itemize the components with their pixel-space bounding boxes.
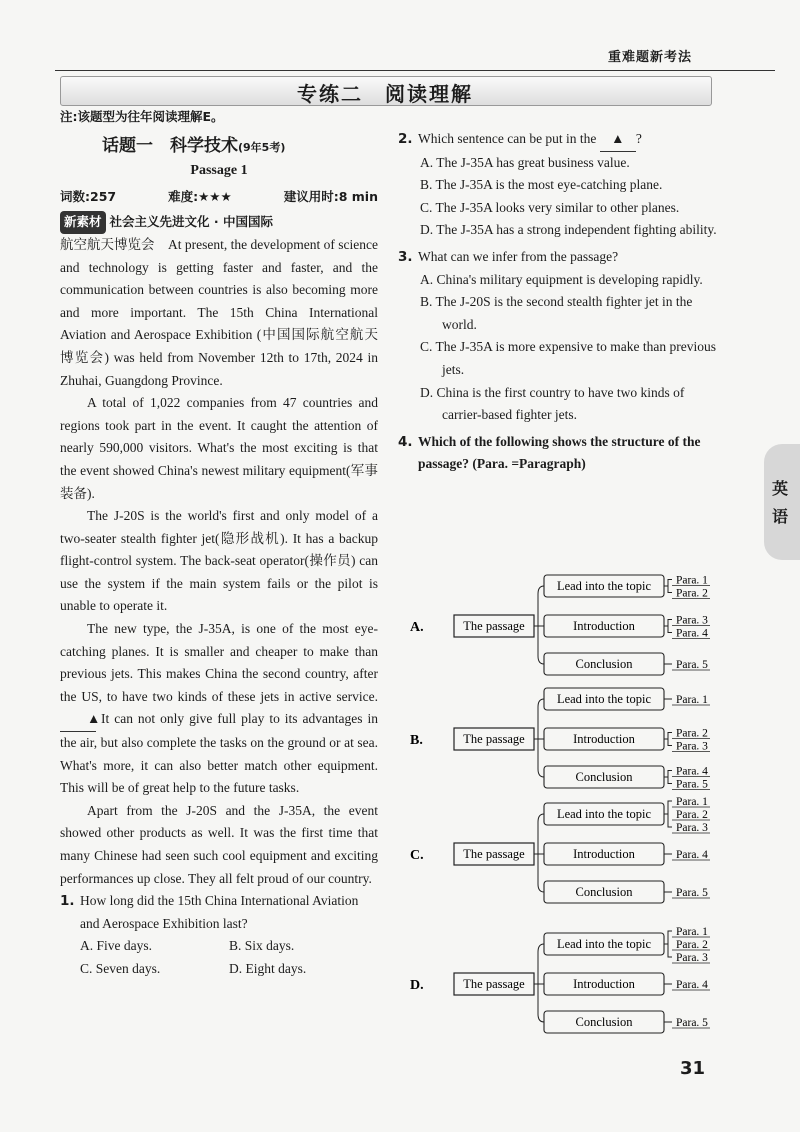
para-label: Para. 2 <box>676 587 708 600</box>
structure-diagram-svg <box>410 928 740 1058</box>
para-label: Para. 5 <box>676 887 708 899</box>
para-bracket <box>664 931 672 957</box>
question-stem: Which sentence can be put in the <box>418 131 597 146</box>
option: D. The J-35A has a strong independent fighting ability. <box>420 222 717 238</box>
section-label: Lead into the topic <box>556 692 652 706</box>
para-label: Para. 1 <box>676 574 708 587</box>
option: A. Five days. <box>80 938 152 954</box>
option-letter: A. <box>410 620 424 635</box>
subject-label: 英语 <box>772 479 789 526</box>
section-label: Lead into the topic <box>556 579 652 593</box>
section-label: Conclusion <box>575 770 633 784</box>
option: B. The J-35A is the most eye-catching plane. <box>420 177 663 193</box>
note: 注:该题型为往年阅读理解E。 <box>60 109 224 124</box>
section-label: Introduction <box>573 619 635 633</box>
para-label: Para. 4 <box>676 627 708 640</box>
left-column <box>60 106 378 981</box>
paragraph-1: 航空航天博览会 At present, the development of science and technology is getting faster and faster, and the communication between countries is also becoming more and more important. The 15th China International Aviation and Aerospace Exhibition (中国国际航空航天博览会) was held from November 12th to 17th, 2024 in Zhuhai, Guangdong Province. <box>60 236 378 388</box>
paragraph-5: Apart from the J-20S and the J-35A, the event showed other products as well. It was the first time that many Chinese had seen such cool equipment and exciting performances up close. They all felt proud of our country. <box>60 802 378 886</box>
answer-blank: ▲ <box>60 708 96 732</box>
para-label: Para. 3 <box>676 952 708 964</box>
suggested-time: 建议用时:8 min <box>283 188 378 204</box>
section-label: Introduction <box>573 732 635 746</box>
para-bracket <box>664 771 672 784</box>
topic-label: 话题一 科学技术 <box>102 135 238 156</box>
section-label: Introduction <box>573 977 635 991</box>
diagram-a <box>410 570 740 690</box>
question-3 <box>398 246 720 269</box>
right-column <box>398 128 720 476</box>
tag-text: 社会主义先进文化 · 中国国际 <box>109 214 273 230</box>
para-label: Para. 3 <box>676 740 708 753</box>
section-header: 重难题新考法 <box>608 50 693 65</box>
para-label: Para. 4 <box>676 849 708 861</box>
diagram-d <box>410 928 740 1048</box>
option: A. China's military equipment is developing rapidly. <box>420 271 703 287</box>
question-1-options <box>80 935 378 980</box>
para-label: Para. 1 <box>676 694 708 706</box>
structure-diagram-svg <box>410 798 740 928</box>
answer-blank-ref: ▲ <box>600 128 636 152</box>
header-rule <box>55 70 775 71</box>
bracket <box>538 814 544 892</box>
passage-title: Passage 1 <box>190 163 248 179</box>
para-bracket <box>664 801 672 827</box>
para-bracket <box>664 580 672 593</box>
paragraph-4a: The new type, the J-35A, is one of the most eye-catching planes. It is smaller and cheaper to make than previous jets. This makes China the second country, after the US, to have two kinds of these jets in active service. <box>60 621 378 704</box>
material-tagline <box>60 211 378 234</box>
diagram-b <box>410 683 740 803</box>
para-bracket <box>664 733 672 746</box>
section-label: Conclusion <box>575 657 633 671</box>
paragraph-4b: It can not only give full play to its advantages in the air, but also complete the tasks on the ground or at sea. What's more, it can also better match other equipment. This will be of great help to the future tasks. <box>60 711 378 796</box>
para-label: Para. 2 <box>676 809 708 821</box>
option: C. Seven days. <box>80 960 161 976</box>
question-number: 3. <box>398 248 413 265</box>
question-stem: What can we infer from the passage? <box>418 248 619 264</box>
topic-years: (9年5考) <box>238 140 286 154</box>
question-stem: Which of the following shows the structure of the passage? (Para. =Paragraph) <box>418 433 701 472</box>
paragraph-3: The J-20S is the world's first and only model of a two-seater stealth fighter jet(隐形战机). It has a backup flight-control system. The back-seat operator(操作员) can use the system if the main system fails or the pilot is unable to operate it. <box>60 508 378 614</box>
word-count: 词数:257 <box>60 188 117 204</box>
para-label: Para. 1 <box>676 926 708 938</box>
para-label: Para. 4 <box>676 979 708 991</box>
bracket <box>538 586 544 664</box>
para-label: Para. 1 <box>676 796 708 808</box>
option: B. Six days. <box>229 938 295 954</box>
root-label: The passage <box>463 977 525 991</box>
section-label: Conclusion <box>575 885 633 899</box>
question-number: 4. <box>398 433 413 450</box>
option: B. The J-20S is the second stealth fighter jet in the world. <box>420 294 693 332</box>
structure-diagram-svg <box>410 570 740 690</box>
option-letter: B. <box>410 733 423 748</box>
new-material-badge: 新素材 <box>60 211 106 234</box>
option-letter: C. <box>410 848 424 863</box>
section-label: Lead into the topic <box>556 807 652 821</box>
para-label: Para. 2 <box>676 727 708 740</box>
option: A. The J-35A has great business value. <box>420 154 630 170</box>
option: D. China is the first country to have two kinds of carrier-based fighter jets. <box>420 384 685 423</box>
paragraph-4 <box>60 618 378 800</box>
para-label: Para. 5 <box>676 659 708 671</box>
section-label: Lead into the topic <box>556 937 652 951</box>
section-label: Conclusion <box>575 1015 633 1029</box>
question-stem-end: ? <box>635 131 642 146</box>
question-stem: How long did the 15th China International Aviation and Aerospace Exhibition last? <box>80 893 359 931</box>
para-label: Para. 5 <box>676 778 708 791</box>
page-number: 31 <box>680 1058 706 1079</box>
question-2 <box>398 128 720 152</box>
para-label: Para. 3 <box>676 614 708 627</box>
bracket <box>538 944 544 1022</box>
option: C. The J-35A looks very similar to other planes. <box>420 199 680 215</box>
para-bracket <box>664 620 672 633</box>
paragraph-2: A total of 1,022 companies from 47 countries and regions took part in the event. It caught the attention of nearly 590,000 visitors. What's the most exciting is that the event showed China's newest military equipment(军事装备). <box>60 395 378 501</box>
structure-diagram-svg <box>410 683 740 803</box>
option-letter: D. <box>410 978 424 993</box>
difficulty: 难度:★★★ <box>168 188 232 204</box>
root-label: The passage <box>463 619 525 633</box>
page-title: 专练二 阅读理解 <box>297 82 473 106</box>
question-1 <box>60 890 378 935</box>
section-label: Introduction <box>573 847 635 861</box>
question-number: 2. <box>398 131 413 147</box>
para-label: Para. 5 <box>676 1017 708 1029</box>
option: D. Eight days. <box>229 960 307 976</box>
question-number: 1. <box>60 893 75 910</box>
para-label: Para. 2 <box>676 939 708 951</box>
root-label: The passage <box>463 847 525 861</box>
diagram-c <box>410 798 740 918</box>
passage-meta <box>60 186 378 209</box>
para-label: Para. 3 <box>676 822 708 834</box>
topic-heading <box>102 135 378 160</box>
question-4 <box>398 431 720 476</box>
para-label: Para. 4 <box>676 765 708 778</box>
root-label: The passage <box>463 732 525 746</box>
bracket <box>538 699 544 777</box>
option: C. The J-35A is more expensive to make than previous jets. <box>420 339 716 377</box>
